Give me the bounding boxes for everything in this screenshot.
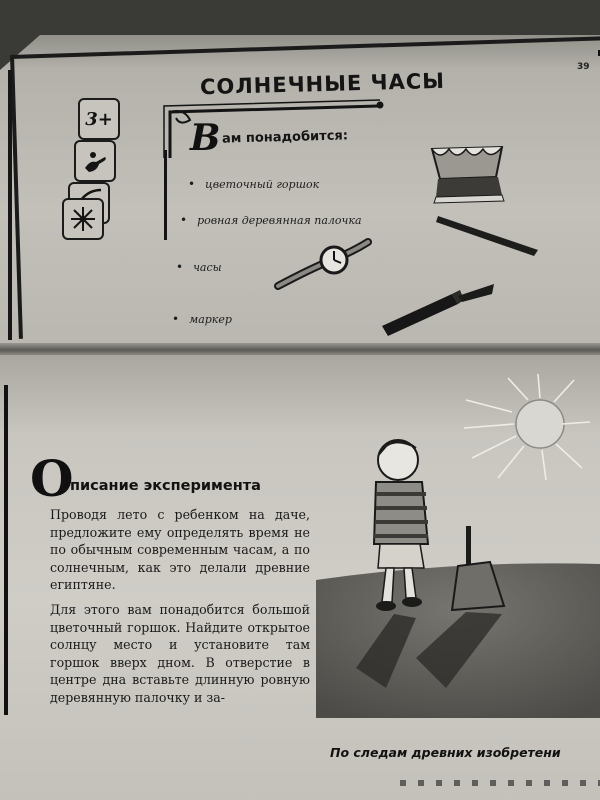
item-wooden-stick: • ровная деревянная палочка: [180, 213, 362, 227]
footer-decoration: [400, 780, 600, 786]
snowflake-glyph: [68, 204, 98, 234]
bullet: •: [172, 312, 180, 326]
needed-heading: ам понадобится:: [221, 128, 349, 147]
sun-snowflake-icon: [62, 198, 104, 240]
bullet: •: [180, 213, 188, 227]
sundial-pot-illustration: [450, 526, 510, 616]
sun-illustration: [462, 374, 592, 484]
paragraph-instructions: Для этого вам понадобится большой цветочный горшок. Найдите открытое солнцу место и установите там горшок вверх дном. В отверстие в центре дна вставьте длинную ровную деревянную палочку и за-: [50, 602, 310, 705]
section-title: писание эксперимента: [70, 478, 261, 494]
ornamental-stem: [164, 150, 167, 240]
item-flower-pot: • цветочный горшок: [188, 177, 320, 191]
bottom-frame-left-edge: [4, 385, 8, 715]
hand-pointing-icon: [74, 140, 116, 182]
age-badge: [78, 98, 120, 140]
item-watch: • часы: [176, 260, 222, 274]
page-title: СОЛНЕЧНЫЕ ЧАСЫ: [199, 68, 446, 100]
page-number: 39: [577, 62, 590, 72]
watch-illustration: [272, 236, 372, 296]
top-frame-bottom-left-edge: [8, 70, 12, 340]
age-3-plus-icon: 3+: [85, 108, 113, 130]
footer-series-title: По следам древних изобретени: [330, 745, 561, 760]
item-marker: • маркер: [172, 312, 232, 326]
hand-pointing-glyph: [80, 146, 110, 176]
needed-dropcap: В: [190, 117, 221, 159]
bullet: •: [188, 177, 196, 191]
child-illustration: [350, 434, 450, 614]
paragraph-intro: Проводя лето с ребенком на даче, предложите ему определять время не по обычным современным часам, а по солнечным, как это делали древние египтяне.: [50, 507, 310, 592]
flower-pot-illustration: [428, 143, 508, 205]
marker-illustration: [376, 278, 496, 338]
section-dropcap: О: [30, 449, 74, 508]
bullet: •: [176, 260, 184, 274]
wooden-stick-illustration: [434, 210, 544, 260]
